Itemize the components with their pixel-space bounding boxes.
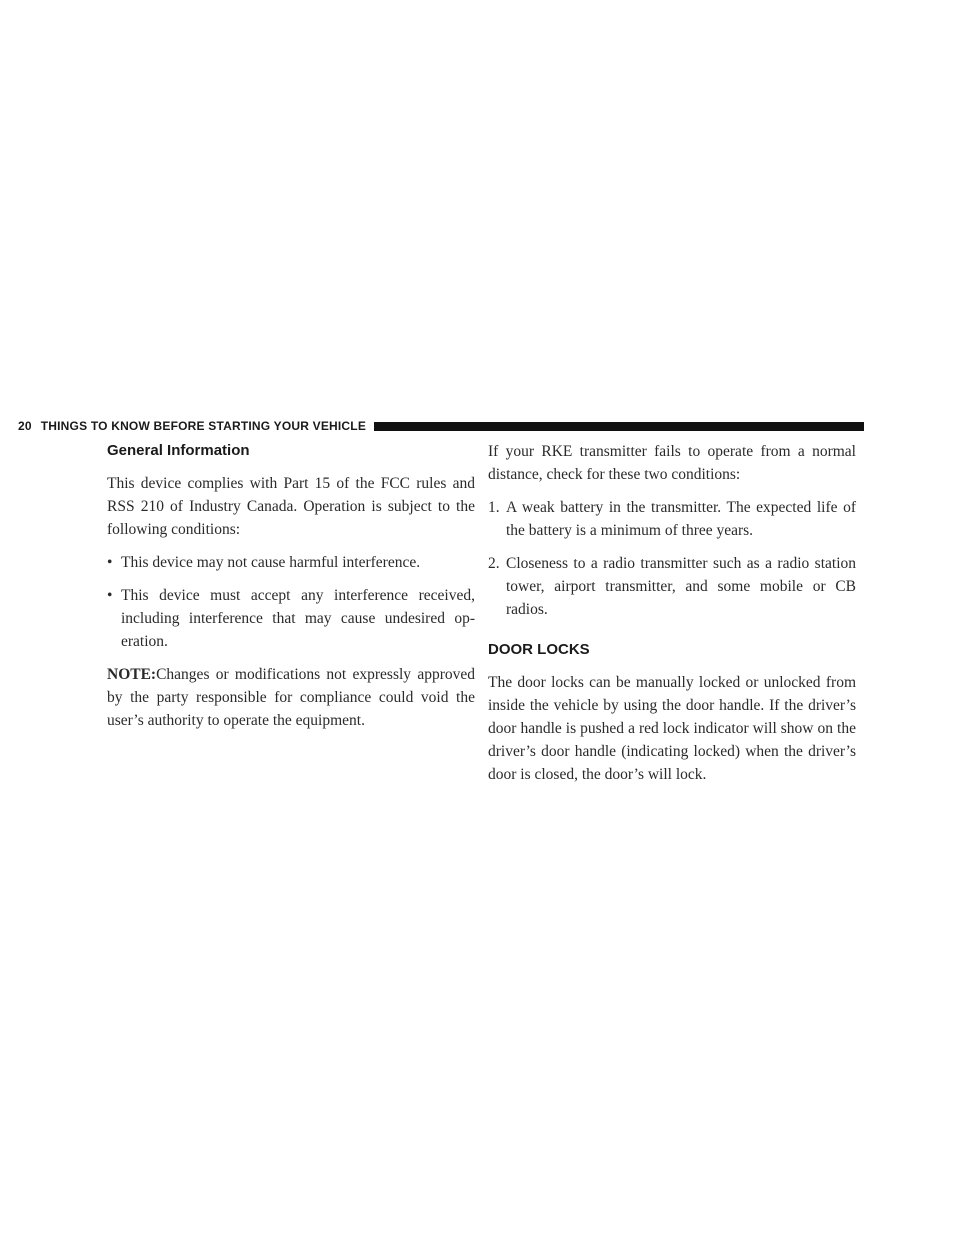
- door-locks-paragraph: The door locks can be manually locked or unlocked from inside the vehicle by using the door handle. If the driver’s door handle is pushed a red lock indicator will show on the driver’s door handle (indicating locked) when the driver’s door is closed, the door’s will lock.: [488, 674, 856, 783]
- bullet-text: This device must accept any interference received, including interference that may cause undesired op- eration.: [121, 587, 475, 650]
- general-information-heading: General Information: [107, 442, 250, 459]
- page-number: 20: [18, 419, 32, 433]
- fcc-intro-paragraph: This device complies with Part 15 of the FCC rules and RSS 210 of Industry Canada. Operation is subject to the following conditions:: [107, 475, 475, 538]
- left-column: [107, 440, 475, 742]
- item-number: 2.: [488, 555, 500, 572]
- item-number: 1.: [488, 499, 500, 516]
- right-column: [488, 440, 856, 796]
- page-header: [18, 418, 864, 434]
- note-text: Changes or modifications not expressly approved by the party responsible for compliance could void the user’s authority to operate the equipment.: [107, 666, 475, 729]
- header-rule: [374, 422, 864, 431]
- bullet-icon: •: [107, 554, 113, 571]
- door-locks-heading: DOOR LOCKS: [488, 641, 590, 658]
- list-item: [107, 584, 475, 653]
- list-item: [107, 551, 475, 574]
- note-paragraph: [107, 663, 475, 732]
- bullet-text: This device may not cause harmful interference.: [121, 554, 421, 571]
- item-text: Closeness to a radio transmitter such as a radio station tower, airport transmitter, and some mobile or CB radios.: [506, 555, 856, 618]
- note-label: NOTE:: [107, 666, 157, 683]
- item-text: A weak battery in the transmitter. The expected life of the battery is a minimum of three years.: [506, 499, 856, 539]
- list-item: [488, 496, 856, 542]
- section-title: THINGS TO KNOW BEFORE STARTING YOUR VEHICLE: [40, 419, 367, 433]
- rke-intro-paragraph: If your RKE transmitter fails to operate from a normal distance, check for these two conditions:: [488, 443, 856, 483]
- list-item: [488, 552, 856, 621]
- bullet-icon: •: [107, 587, 113, 604]
